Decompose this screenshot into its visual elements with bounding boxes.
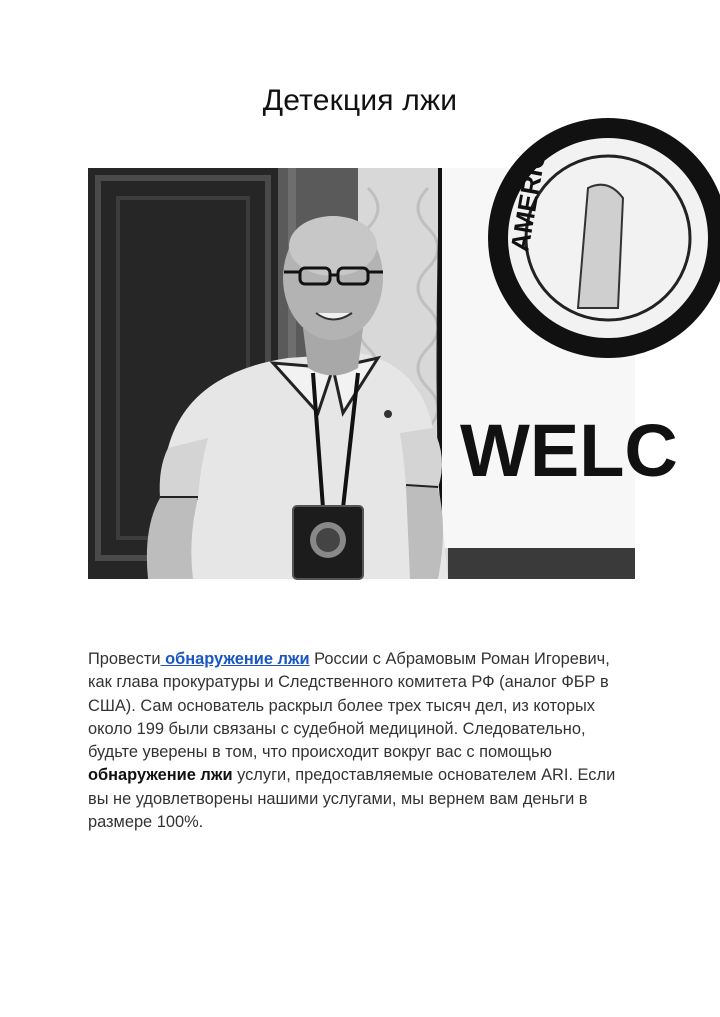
- lie-detection-link[interactable]: обнаружение лжи: [160, 650, 310, 668]
- paragraph-tail: услуги, предоставляемые основателем ARI. Если вы не удовлетворены нашими услугами, мы вернем вам деньги в размере 100%.: [88, 766, 616, 832]
- body-paragraph: [88, 648, 638, 834]
- paragraph-bold: обнаружение лжи: [88, 766, 233, 785]
- page-title: Детекция лжи: [262, 84, 458, 117]
- seal-text: AMERIC: [504, 147, 552, 255]
- photo-illustration: [88, 147, 678, 579]
- paragraph-after-link: России с Абрамовым Роман Игоревич, как глава прокуратуры и Следственного комитета РФ (аналог ФБР в США). Сам основатель раскрыл более трех тысяч дел, из которых около 199 были связаны с судебной медициной. Следовательно, будьте уверены в том, что происходит вокруг вас с помощью: [88, 650, 610, 762]
- banner-text: WELC: [460, 409, 678, 492]
- portrait-photo: [88, 147, 678, 579]
- paragraph-lead: Провести: [88, 650, 161, 668]
